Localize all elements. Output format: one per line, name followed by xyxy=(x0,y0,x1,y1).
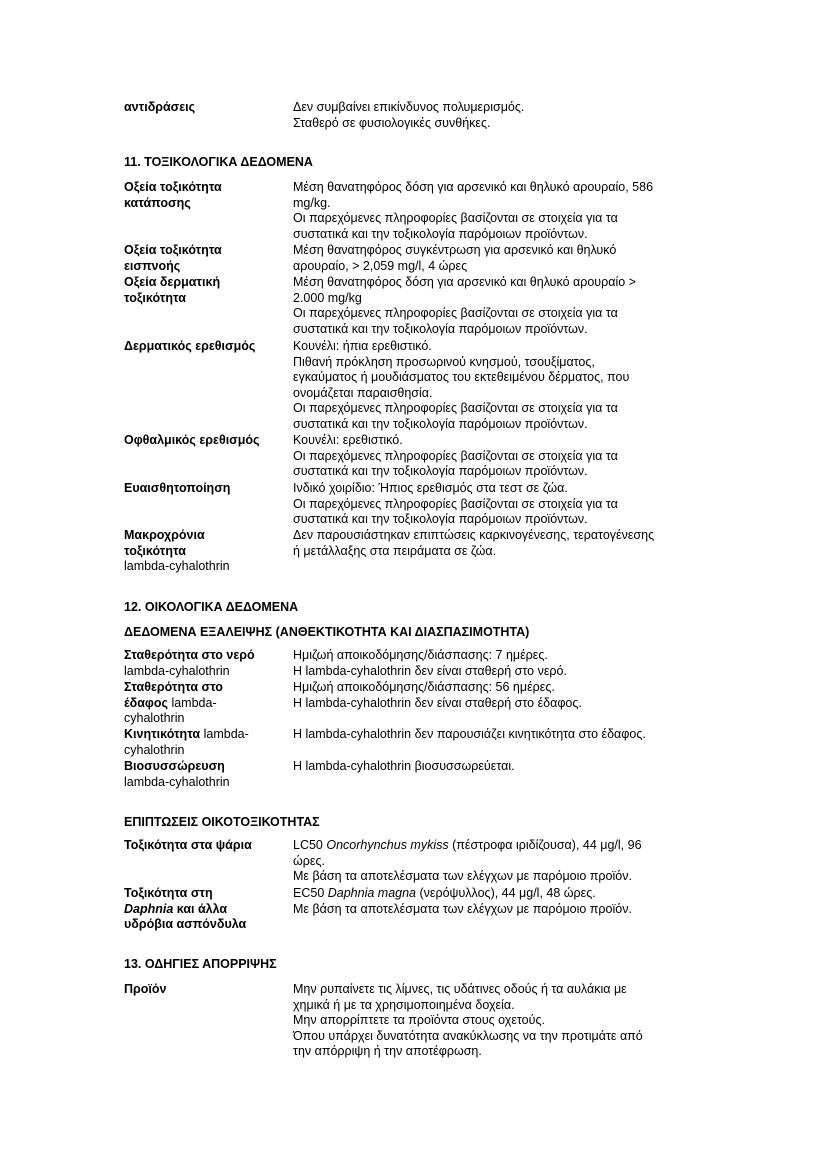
text-line: Με βάση τα αποτελέσματα των ελέγχων με παρόμοιο προϊόν. xyxy=(293,901,632,916)
text-line: Μέση θανατηφόρος δόση για αρσενικό και θηλυκό αρουραίο > xyxy=(293,275,636,289)
text-line: συστατικά και την τοξικολογία παρόμοιων προϊόντων. xyxy=(293,512,588,527)
text-line: Οι παρεχόμενες πληροφορίες βασίζονται σε στοιχεία για τα xyxy=(293,496,618,511)
text-line: ώρες. xyxy=(293,853,325,868)
row-value xyxy=(293,243,703,274)
label-normal: lambda- xyxy=(200,727,249,741)
row-value xyxy=(293,180,703,242)
label-part: και άλλα xyxy=(173,901,228,916)
text-line: ονομάζεται παραισθησία. xyxy=(293,385,433,400)
label-line: Ευαισθητοποίηση xyxy=(124,481,231,495)
section-12-subheading: ΔΕΔΟΜΕΝΑ ΕΞΑΛΕΙΨΗΣ (ΑΝΘΕΚΤΙΚΟΤΗΤΑ ΚΑΙ ΔΙΑΣΠΑΣΙΜΟΤΗΤΑ) xyxy=(124,625,530,639)
text-line: εγκαύματος ή μουδιάσματος του εκτεθειμένου δέρματος, που xyxy=(293,370,630,385)
label-subline: lambda-cyhalothrin xyxy=(124,774,230,789)
text-line: Ινδικό χοιρίδιο: Ήπιος ερεθισμός στα τεστ σε ζώα. xyxy=(293,481,568,495)
label-line: Τοξικότητα στα ψάρια xyxy=(124,838,252,852)
text-line: Δεν παρουσιάστηκαν επιπτώσεις καρκινογένεσης, τερατογένεσης xyxy=(293,528,655,542)
text-line: Κουνέλι: ερεθιστικό. xyxy=(293,433,403,447)
text-part: (πέστροφα ιριδίζουσα), 44 μg/l, 96 xyxy=(448,838,642,852)
text-line: συστατικά και την τοξικολογία παρόμοιων προϊόντων. xyxy=(293,226,588,241)
text-line: Όπου υπάρχει δυνατότητα ανακύκλωσης να την προτιμάτε από xyxy=(293,1028,643,1043)
section-11-heading: 11. ΤΟΞΙΚΟΛΟΓΙΚΑ ΔΕΔΟΜΕΝΑ xyxy=(124,155,313,169)
label-line: Προϊόν xyxy=(124,982,167,996)
text-line: Δεν συμβαίνει επικίνδυνος πολυμερισμός. xyxy=(293,100,525,114)
label-subline: lambda-cyhalothrin xyxy=(124,559,230,574)
text-line: Η lambda-cyhalothrin δεν παρουσιάζει κινητικότητα στο έδαφος. xyxy=(293,727,646,741)
text-line: Μέση θανατηφόρος συγκέντρωση για αρσενικό και θηλυκό xyxy=(293,243,617,257)
text-line: ή μετάλλαξης στα πειράματα σε ζώα. xyxy=(293,543,497,558)
text-line: αρουραίο, > 2,059 mg/l, 4 ώρες xyxy=(293,258,468,273)
row-label xyxy=(124,528,284,575)
row-label xyxy=(124,275,284,306)
row-value xyxy=(293,886,703,917)
text-line: την απόρριψη ή την αποτέφρωση. xyxy=(293,1044,482,1059)
row-value xyxy=(293,275,703,337)
row-label xyxy=(124,433,284,449)
row-value xyxy=(293,982,703,1060)
label-line: Οξεία δερματική xyxy=(124,275,221,289)
section-13-heading: 13. ΟΔΗΓΙΕΣ ΑΠΟΡΡΙΨΗΣ xyxy=(124,957,277,971)
ecotox-heading: ΕΠΙΠΤΩΣΕΙΣ ΟΙΚΟΤΟΞΙΚΟΤΗΤΑΣ xyxy=(124,815,320,829)
row-value xyxy=(293,838,703,885)
text-part: (νερόψυλλος), 44 μg/l, 48 ώρες. xyxy=(416,886,596,900)
text-line: Σταθερό σε φυσιολογικές συνθήκες. xyxy=(293,115,491,130)
label-line: τοξικότητα xyxy=(124,290,186,305)
section-12-heading: 12. ΟΙΚΟΛΟΓΙΚΑ ΔΕΔΟΜΕΝΑ xyxy=(124,600,299,614)
label-line: Οξεία τοξικότητα xyxy=(124,243,222,257)
label-line: Τοξικότητα στη xyxy=(124,886,213,900)
label-subline: cyhalothrin xyxy=(124,711,185,726)
text-line: 2.000 mg/kg xyxy=(293,290,362,305)
species-name: Daphnia xyxy=(124,901,174,916)
text-line: Κουνέλι: ήπια ερεθιστικό. xyxy=(293,339,432,353)
label-line: τοξικότητα xyxy=(124,543,186,558)
label-subline: lambda-cyhalothrin xyxy=(124,663,230,678)
label-bold: Κινητικότητα xyxy=(124,727,201,741)
label-bold: Βιοσυσσώρευση xyxy=(124,759,225,773)
text-line: Μέση θανατηφόρος δόση για αρσενικό και θηλυκό αρουραίο, 586 xyxy=(293,180,654,194)
label-bold: έδαφος xyxy=(124,695,168,710)
reactions-text xyxy=(293,100,703,131)
text-line: χημικά ή με τα χρησιμοποιημένα δοχεία. xyxy=(293,997,515,1012)
text-line: Οι παρεχόμενες πληροφορίες βασίζονται σε στοιχεία για τα xyxy=(293,306,618,321)
text-line: Η lambda-cyhalothrin δεν είναι σταθερή στο νερό. xyxy=(293,663,567,678)
label-normal: lambda- xyxy=(167,695,217,710)
row-value xyxy=(293,759,703,775)
row-label xyxy=(124,180,284,211)
label-line: κατάποσης xyxy=(124,195,191,210)
row-label xyxy=(124,982,284,998)
text-line: Η lambda-cyhalothrin βιοσυσσωρεύεται. xyxy=(293,759,515,773)
row-label xyxy=(124,648,284,679)
row-value xyxy=(293,481,703,528)
label-line: υδρόβια ασπόνδυλα xyxy=(124,917,247,932)
label-line: Οφθαλμικός ερεθισμός xyxy=(124,433,260,447)
label-subline: cyhalothrin xyxy=(124,742,185,757)
row-value xyxy=(293,339,703,433)
label-line: Δερματικός ερεθισμός xyxy=(124,339,256,353)
species-name: Daphnia magna xyxy=(327,886,417,900)
text-line: συστατικά και την τοξικολογία παρόμοιων προϊόντων. xyxy=(293,464,588,479)
text-line: Οι παρεχόμενες πληροφορίες βασίζονται σε στοιχεία για τα xyxy=(293,211,618,226)
text-line: συστατικά και την τοξικολογία παρόμοιων προϊόντων. xyxy=(293,416,588,431)
label-line: εισπνοής xyxy=(124,258,181,273)
text-part: LC50 xyxy=(293,838,327,852)
row-value xyxy=(293,680,703,711)
text-line: Οι παρεχόμενες πληροφορίες βασίζονται σε στοιχεία για τα xyxy=(293,401,618,416)
row-value xyxy=(293,433,703,480)
row-label xyxy=(124,481,284,497)
label-bold: Σταθερότητα στο νερό xyxy=(124,648,255,662)
text-line: Πιθανή πρόκληση προσωρινού κνησμού, τσουξίματος, xyxy=(293,354,595,369)
text-line: Ημιζωή αποικοδόμησης/διάσπασης: 56 ημέρες. xyxy=(293,680,555,694)
label-line: Οξεία τοξικότητα xyxy=(124,180,222,194)
label-line: Μακροχρόνια xyxy=(124,528,205,542)
row-label xyxy=(124,339,284,355)
row-label xyxy=(124,759,284,790)
species-name: Oncorhynchus mykiss xyxy=(326,838,449,852)
row-label xyxy=(124,243,284,274)
text-line: Η lambda-cyhalothrin δεν είναι σταθερή στο έδαφος. xyxy=(293,695,582,710)
row-label xyxy=(124,680,284,727)
row-label xyxy=(124,838,284,854)
label-bold: Σταθερότητα στο xyxy=(124,680,223,694)
text-line: Μην απορρίπτετε τα προϊόντα στους οχετούς. xyxy=(293,1013,545,1028)
row-value xyxy=(293,727,703,743)
text-line: Μην ρυπαίνετε τις λίμνες, τις υδάτινες οδούς ή τα αυλάκια με xyxy=(293,982,627,996)
reactions-label: αντιδράσεις xyxy=(124,100,196,114)
row-label xyxy=(124,727,284,758)
row-value xyxy=(293,648,703,679)
text-line: Με βάση τα αποτελέσματα των ελέγχων με παρόμοιο προϊόν. xyxy=(293,869,632,884)
text-part: EC50 xyxy=(293,886,328,900)
text-line: συστατικά και την τοξικολογία παρόμοιων προϊόντων. xyxy=(293,321,588,336)
text-line: Ημιζωή αποικοδόμησης/διάσπασης: 7 ημέρες. xyxy=(293,648,548,662)
row-label xyxy=(124,886,284,933)
text-line: Οι παρεχόμενες πληροφορίες βασίζονται σε στοιχεία για τα xyxy=(293,448,618,463)
row-value xyxy=(293,528,703,559)
text-line: mg/kg. xyxy=(293,195,331,210)
